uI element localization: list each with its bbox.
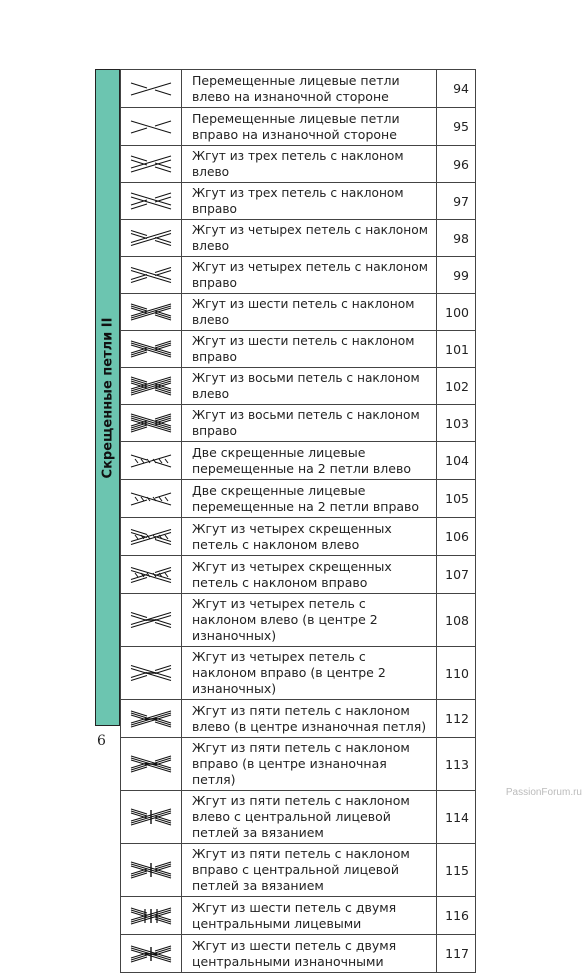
symbol-cell xyxy=(121,935,182,973)
table-row xyxy=(121,594,476,647)
symbol-cell xyxy=(121,897,182,935)
cable-8-left-icon xyxy=(121,376,181,396)
entry-page: 97 xyxy=(437,183,476,220)
table-row xyxy=(121,442,476,480)
table-row xyxy=(121,935,476,973)
entry-title: Жгут из шести петель с наклоном вправо xyxy=(182,331,437,368)
twisted-2-left-icon xyxy=(121,451,181,471)
cable-5-knit-left-icon xyxy=(121,807,181,827)
entry-page: 104 xyxy=(437,442,476,480)
entry-page: 105 xyxy=(437,480,476,518)
cable-4-purl-left-icon xyxy=(121,610,181,630)
entry-title: Жгут из пяти петель с наклоном вправо (в центре изнаночная петля) xyxy=(182,738,437,791)
entry-page: 113 xyxy=(437,738,476,791)
table-row xyxy=(121,897,476,935)
entry-page: 94 xyxy=(437,70,476,108)
table-row xyxy=(121,220,476,257)
entry-title: Жгут из шести петель с наклоном влево xyxy=(182,294,437,331)
entry-title: Жгут из четырех петель с наклоном вправо xyxy=(182,257,437,294)
table-row xyxy=(121,331,476,368)
symbol-cell xyxy=(121,220,182,257)
entry-title: Жгут из четырех петель с наклоном влево (в центре 2 изнаночных) xyxy=(182,594,437,647)
table-row xyxy=(121,368,476,405)
entry-title: Жгут из четырех петель с наклоном влево xyxy=(182,220,437,257)
entry-title: Жгут из четырех скрещенных петель с наклоном влево xyxy=(182,518,437,556)
symbol-cell xyxy=(121,368,182,405)
entry-page: 110 xyxy=(437,647,476,700)
entry-title: Жгут из шести петель с двумя центральными лицевыми xyxy=(182,897,437,935)
entry-title: Две скрещенные лицевые перемещенные на 2 петли влево xyxy=(182,442,437,480)
symbol-cell xyxy=(121,70,182,108)
cable-3-left-icon xyxy=(121,154,181,174)
cable-6-left-icon xyxy=(121,302,181,322)
cable-4-left-icon xyxy=(121,228,181,248)
table-row xyxy=(121,294,476,331)
entry-title: Жгут из трех петель с наклоном вправо xyxy=(182,183,437,220)
cross-2-right-icon xyxy=(121,117,181,137)
cable-8-right-icon xyxy=(121,413,181,433)
entry-title: Жгут из пяти петель с наклоном влево с центральной лицевой петлей за вязанием xyxy=(182,791,437,844)
symbol-cell xyxy=(121,108,182,146)
entry-page: 98 xyxy=(437,220,476,257)
symbol-cell xyxy=(121,700,182,738)
entry-title: Жгут из четырех скрещенных петель с наклоном вправо xyxy=(182,556,437,594)
cable-3-right-icon xyxy=(121,191,181,211)
table-row xyxy=(121,108,476,146)
table-row xyxy=(121,405,476,442)
cable-6-purl-center-icon xyxy=(121,944,181,964)
cable-6-knit-center-icon xyxy=(121,906,181,926)
table-row xyxy=(121,518,476,556)
entry-title: Жгут из восьми петель с наклоном влево xyxy=(182,368,437,405)
cable-4-purl-right-icon xyxy=(121,663,181,683)
symbol-cell xyxy=(121,480,182,518)
entry-page: 95 xyxy=(437,108,476,146)
cable-4-right-icon xyxy=(121,265,181,285)
entry-title: Жгут из пяти петель с наклоном влево (в центре изнаночная петля) xyxy=(182,700,437,738)
table-row xyxy=(121,70,476,108)
entry-title: Жгут из шести петель с двумя центральными изнаночными xyxy=(182,935,437,973)
entry-page: 107 xyxy=(437,556,476,594)
cable-5-knit-right-icon xyxy=(121,860,181,880)
entry-page: 96 xyxy=(437,146,476,183)
section-title: Скрещенные петли II xyxy=(100,317,115,478)
twisted-4-right-icon xyxy=(121,565,181,585)
entry-page: 103 xyxy=(437,405,476,442)
entry-page: 106 xyxy=(437,518,476,556)
entry-page: 99 xyxy=(437,257,476,294)
symbol-cell xyxy=(121,331,182,368)
table-row xyxy=(121,647,476,700)
symbol-cell xyxy=(121,518,182,556)
table-row xyxy=(121,257,476,294)
symbol-cell xyxy=(121,791,182,844)
symbol-cell xyxy=(121,738,182,791)
symbol-cell xyxy=(121,294,182,331)
table-row xyxy=(121,844,476,897)
symbol-cell xyxy=(121,647,182,700)
entry-title: Жгут из четырех петель с наклоном вправо (в центре 2 изнаночных) xyxy=(182,647,437,700)
symbol-cell xyxy=(121,844,182,897)
entry-title: Жгут из пяти петель с наклоном вправо с центральной лицевой петлей за вязанием xyxy=(182,844,437,897)
entry-title: Две скрещенные лицевые перемещенные на 2 петли вправо xyxy=(182,480,437,518)
symbol-cell xyxy=(121,146,182,183)
entry-title: Перемещенные лицевые петли вправо на изнаночной стороне xyxy=(182,108,437,146)
table-row xyxy=(121,183,476,220)
symbol-cell xyxy=(121,594,182,647)
entry-title: Жгут из восьми петель с наклоном вправо xyxy=(182,405,437,442)
page-number: 6 xyxy=(97,733,106,749)
section-tab xyxy=(95,69,120,726)
table-row xyxy=(121,556,476,594)
watermark: PassionForum.ru xyxy=(505,787,582,798)
entry-page: 102 xyxy=(437,368,476,405)
table-row xyxy=(121,480,476,518)
entry-title: Жгут из трех петель с наклоном влево xyxy=(182,146,437,183)
table-row xyxy=(121,738,476,791)
symbol-cell xyxy=(121,442,182,480)
table-row xyxy=(121,791,476,844)
entry-title: Перемещенные лицевые петли влево на изнаночной стороне xyxy=(182,70,437,108)
contents-table xyxy=(120,69,476,973)
cable-6-right-icon xyxy=(121,339,181,359)
symbol-cell xyxy=(121,257,182,294)
entry-page: 112 xyxy=(437,700,476,738)
entry-page: 114 xyxy=(437,791,476,844)
cable-5-purl-left-icon xyxy=(121,709,181,729)
cross-2-left-icon xyxy=(121,79,181,99)
table-row xyxy=(121,700,476,738)
entry-page: 117 xyxy=(437,935,476,973)
entry-page: 100 xyxy=(437,294,476,331)
twisted-2-right-icon xyxy=(121,489,181,509)
symbol-cell xyxy=(121,405,182,442)
twisted-4-left-icon xyxy=(121,527,181,547)
table-row xyxy=(121,146,476,183)
cable-5-purl-right-icon xyxy=(121,754,181,774)
entry-page: 115 xyxy=(437,844,476,897)
symbol-cell xyxy=(121,556,182,594)
entry-page: 101 xyxy=(437,331,476,368)
entry-page: 108 xyxy=(437,594,476,647)
symbol-cell xyxy=(121,183,182,220)
entry-page: 116 xyxy=(437,897,476,935)
